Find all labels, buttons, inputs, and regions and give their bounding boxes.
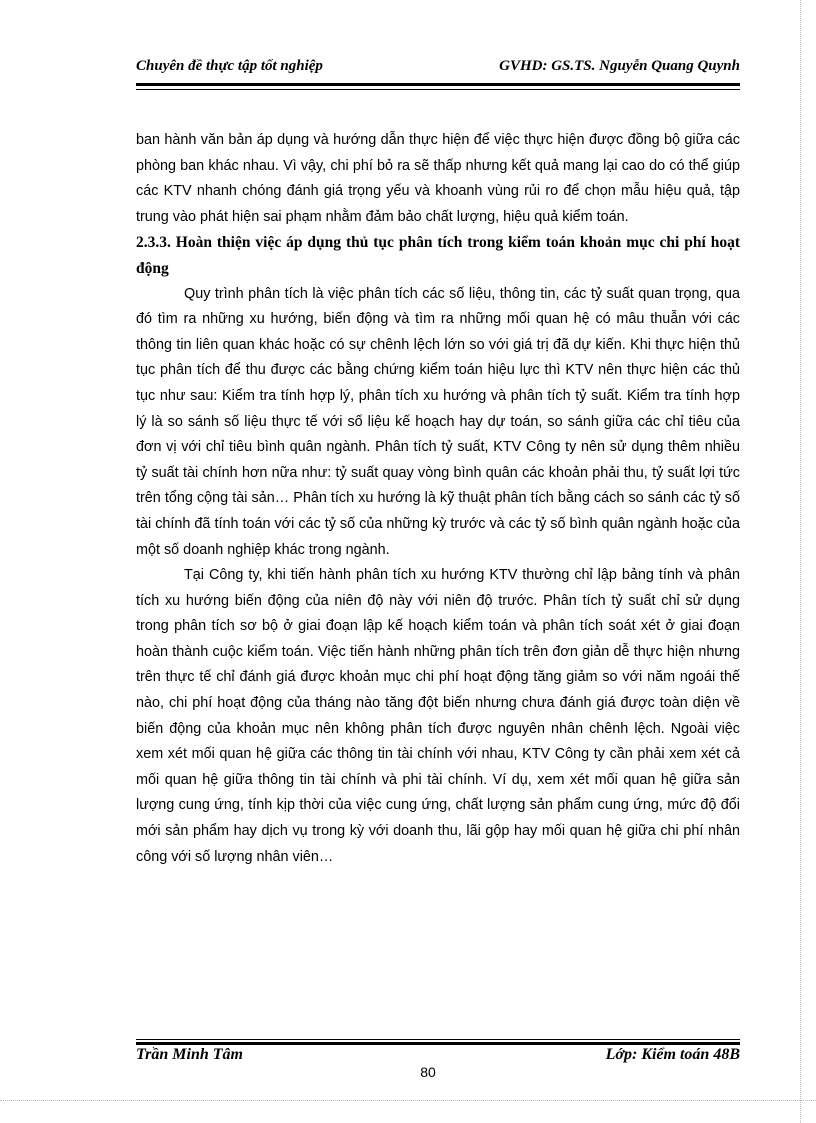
footer-class: Lớp: Kiểm toán 48B — [605, 1046, 740, 1063]
paragraph-intro: ban hành văn bản áp dụng và hướng dẫn thực hiện để việc thực hiện được đồng bộ giữa các phòng ban khác nhau. Vì vậy, chi phí bỏ ra sẽ thấp nhưng kết quả mang lại cao do có thể giúp các KTV nhanh chóng đánh giá trọng yếu và khoanh vùng rủi ro để chọn mẫu hiệu quả, tập trung vào phát hiện sai phạm nhằm đảm bảo chất lượng, hiệu quả kiểm toán. — [136, 132, 740, 225]
page-body — [136, 128, 740, 870]
page-header — [136, 58, 740, 75]
header-rule-thick — [136, 83, 740, 86]
footer-rule-thin — [136, 1039, 740, 1040]
page-edge-right — [800, 0, 801, 1123]
page-edge-bottom — [0, 1100, 816, 1101]
footer-author: Trần Minh Tâm — [136, 1046, 243, 1063]
section-heading: 2.3.3. Hoàn thiện việc áp dụng thủ tục phân tích trong kiểm toán khoản mục chi phí hoạt động — [136, 234, 740, 277]
page-footer — [136, 1046, 740, 1064]
page-number: 80 — [420, 1064, 436, 1080]
header-supervisor: GVHD: GS.TS. Nguyễn Quang Quynh — [499, 58, 740, 74]
paragraph-analysis: Quy trình phân tích là việc phân tích các số liệu, thông tin, các tỷ suất quan trọng, qua đó tìm ra những xu hướng, biến động và tìm ra những mối quan hệ có mâu thuẫn với các thông tin liên quan khác hoặc có sự chênh lệch lớn so với giá trị đã dự kiến. Khi thực hiện thủ tục phân tích để thu được các bằng chứng kiểm toán hiệu lực thì KTV nên thực hiện các thủ tục như sau: Kiểm tra tính hợp lý, phân tích xu hướng và phân tích tỷ suất. Kiểm tra tính hợp lý là so sánh số liệu thực tế với số liệu kế hoạch hay dự toán, so sánh giữa các chỉ tiêu của đơn vị với chỉ tiêu bình quân ngành. Phân tích tỷ suất, KTV Công ty nên sử dụng thêm nhiều tỷ suất tài chính hơn nữa như: tỷ suất quay vòng bình quân các khoản phải thu, tỷ suất lợi tức trên tổng cộng tài sản… Phân tích xu hướng là kỹ thuật phân tích bằng cách so sánh các tỷ số tài chính đã tính toán với các tỷ số của những kỳ trước và các tỷ số bình quân ngành hoặc của một số doanh nghiệp khác trong ngành. — [136, 285, 740, 558]
footer-rule-thick — [136, 1042, 740, 1045]
paragraph-company: Tại Công ty, khi tiến hành phân tích xu hướng KTV thường chỉ lập bảng tính và phân tích xu hướng biến động của niên độ này với niên độ trước. Phân tích tỷ suất chỉ sử dụng trong phân tích sơ bộ ở giai đoạn lập kế hoạch kiểm toán và phân tích soát xét ở giai đoạn hoàn thành cuộc kiểm toán. Việc tiến hành những phân tích trên đơn giản dễ thực hiện nhưng trên thực tế chỉ đánh giá được khoản mục chi phí hoạt động tăng giảm so với năm ngoái thế nào, chi phí hoạt động của tháng nào tăng đột biến nhưng chưa đánh giá được toàn diện về biến động của khoản mục nên không phân tích được nguyên nhân chênh lệch. Ngoài việc xem xét mối quan hệ giữa các thông tin tài chính với nhau, KTV Công ty cần phải xem xét cả mối quan hệ giữa thông tin tài chính và phi tài chính. Ví dụ, xem xét mối quan hệ giữa sản lượng cung ứng, tính kịp thời của việc cung ứng, chất lượng sản phẩm cung ứng, mức độ đổi mới sản phẩm hay dịch vụ trong kỳ với doanh thu, lãi gộp hay mối quan hệ giữa chi phí nhân công với số lượng nhân viên… — [136, 567, 740, 865]
header-title: Chuyên đề thực tập tốt nghiệp — [136, 58, 323, 74]
header-rule-thin — [136, 89, 740, 90]
